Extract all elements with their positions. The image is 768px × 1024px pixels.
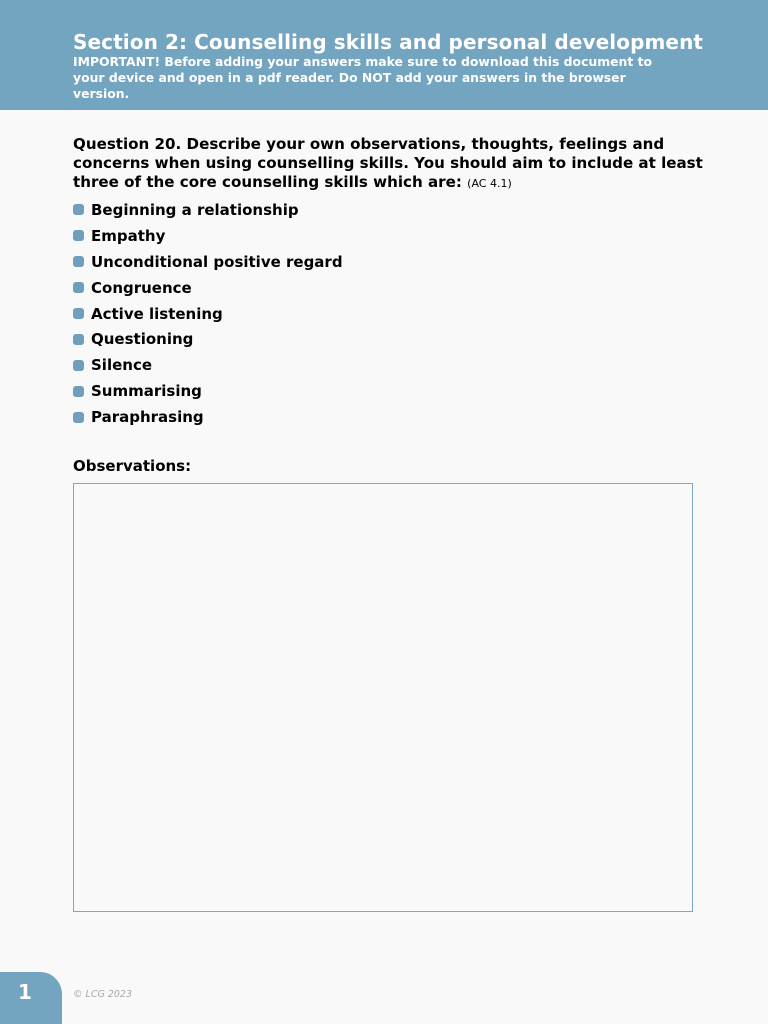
- observations-field[interactable]: [73, 483, 693, 912]
- bullet-icon: [73, 230, 84, 241]
- section-title: Section 2: Counselling skills and personal development: [73, 30, 704, 54]
- bullet-icon: [73, 360, 84, 371]
- bullet-icon: [73, 386, 84, 397]
- copyright-notice: © LCG 2023: [73, 989, 133, 1000]
- question-text: [73, 135, 703, 193]
- question-body: Question 20. Describe your own observations, thoughts, feelings and concerns when using counselling skills. You should aim to include at least three of the core counselling skills which are:: [73, 135, 703, 191]
- list-item: [73, 352, 343, 378]
- skill-label: Empathy: [91, 226, 166, 245]
- bullet-icon: [73, 204, 84, 215]
- skill-label: Questioning: [91, 330, 194, 349]
- list-item: [73, 249, 343, 275]
- list-item: [73, 378, 343, 404]
- bullet-icon: [73, 256, 84, 267]
- skill-label: Summarising: [91, 382, 202, 401]
- bullet-icon: [73, 412, 84, 423]
- skill-label: Paraphrasing: [91, 408, 204, 427]
- bullet-icon: [73, 282, 84, 293]
- section-header: [0, 0, 768, 110]
- page-number: 1: [18, 980, 32, 1004]
- skill-label: Unconditional positive regard: [91, 252, 343, 271]
- important-note: IMPORTANT! Before adding your answers make sure to download this document to your device and open in a pdf reader. Do NOT add your answers in the browser version.: [73, 54, 653, 101]
- list-item: [73, 326, 343, 352]
- skills-list: [73, 197, 343, 430]
- assessment-criterion: (AC 4.1): [467, 177, 512, 190]
- list-item: [73, 404, 343, 430]
- list-item: [73, 223, 343, 249]
- list-item: [73, 275, 343, 301]
- bullet-icon: [73, 334, 84, 345]
- list-item: [73, 301, 343, 327]
- skill-label: Beginning a relationship: [91, 200, 299, 219]
- skill-label: Active listening: [91, 304, 223, 323]
- observations-label: Observations:: [73, 457, 192, 475]
- skill-label: Silence: [91, 356, 153, 375]
- skill-label: Congruence: [91, 278, 192, 297]
- list-item: [73, 197, 343, 223]
- bullet-icon: [73, 308, 84, 319]
